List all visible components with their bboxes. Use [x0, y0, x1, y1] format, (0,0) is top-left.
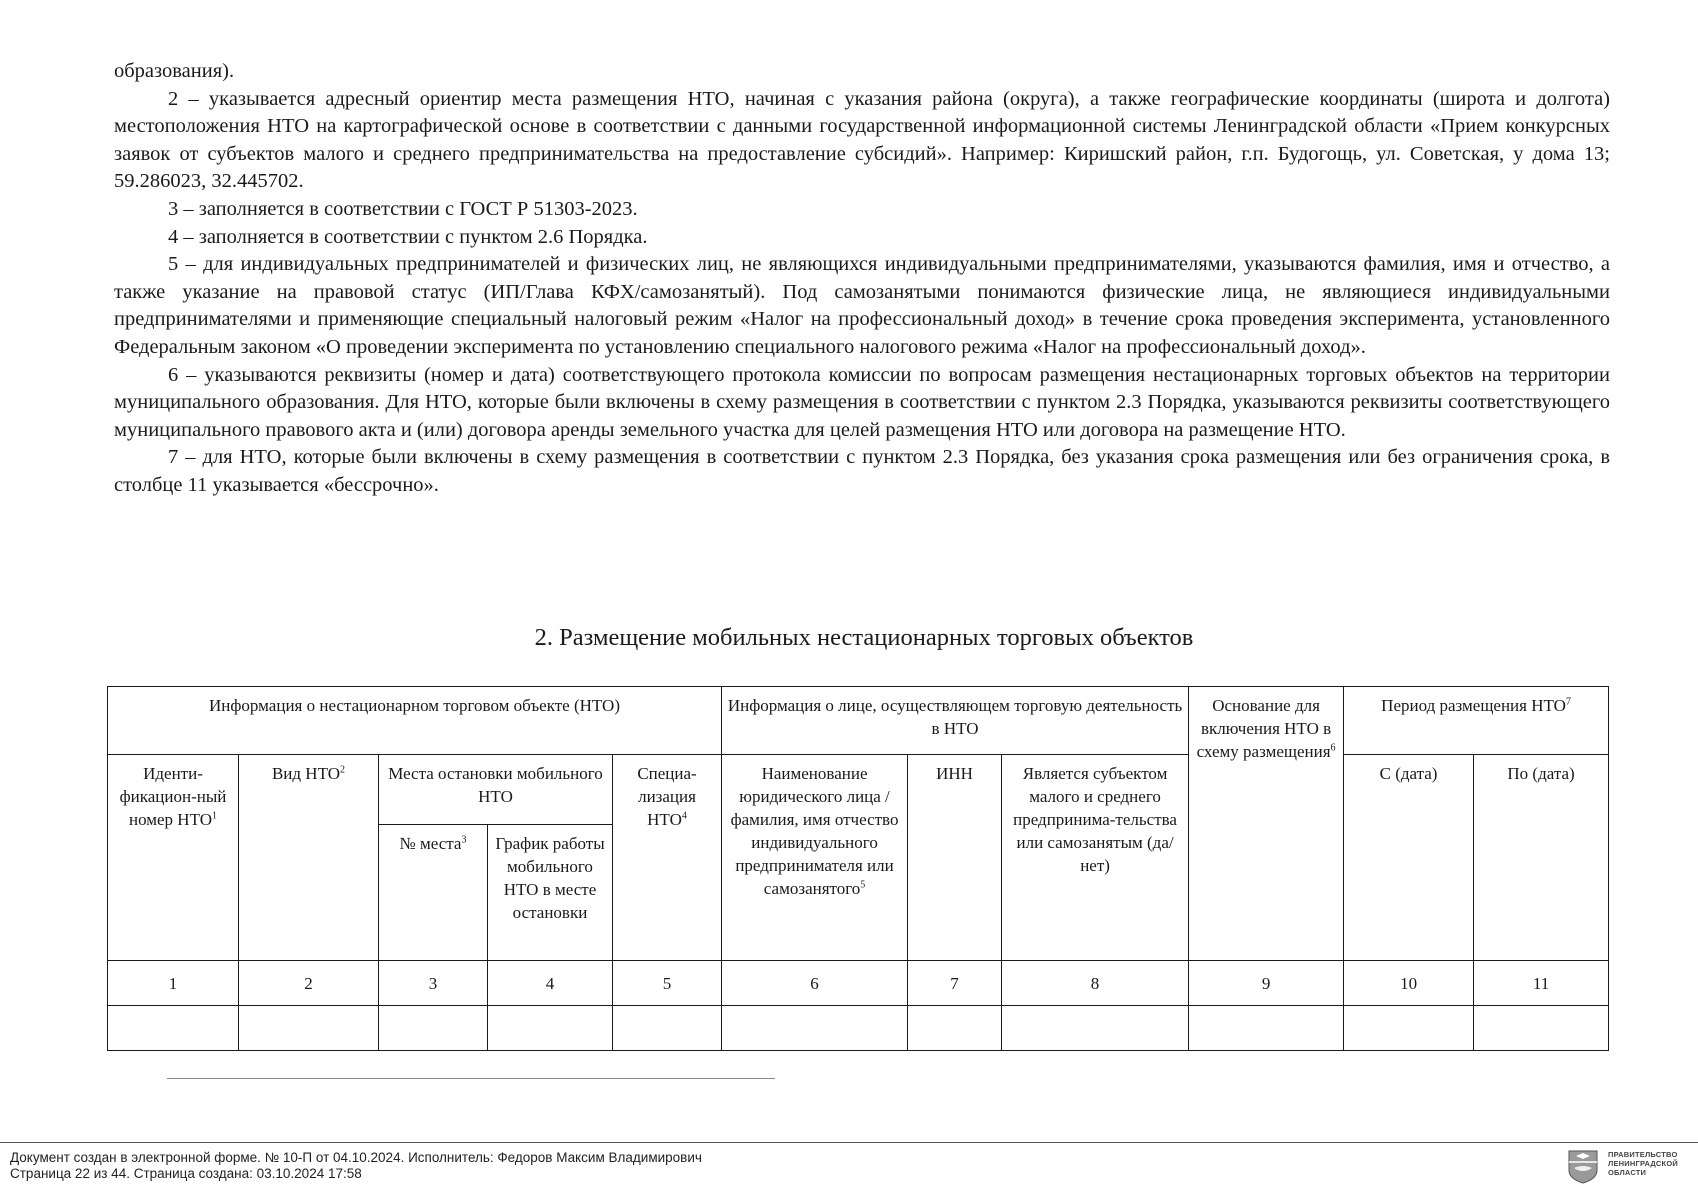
table-group-header-row	[108, 687, 1609, 755]
header-place-number: № места$^3$	[379, 825, 488, 961]
logo-caption: ПРАВИТЕЛЬСТВО ЛЕНИНГРАДСКОЙ ОБЛАСТИ	[1608, 1150, 1678, 1177]
section-title: 2. Размещение мобильных нестационарных торговых объектов	[534, 624, 1194, 651]
column-number: 4	[488, 961, 613, 1006]
footer-page-info: Страница 22 из 44. Страница создана: 03.10.2024 17:58	[10, 1166, 362, 1181]
header-nto-kind: Вид НТО$^2$	[239, 755, 379, 961]
column-number: 11	[1474, 961, 1609, 1006]
header-period: Период размещения НТО$^7$	[1344, 687, 1609, 755]
column-numbers-row	[108, 961, 1609, 1006]
footnote-5: 5 – для индивидуальных предпринимателей и физических лиц, не являющихся индивидуальными предпринимателями, указываются фамилия, имя и отчество, а также указание на правовой статус (ИП/Глава КФХ/самозанятый). Под самозанятыми понимаются физические лица, не являющиеся индивидуальными предпринимателями и применяющие специальный налоговый режим «Налог на профессиональный доход» в течение срока проведения эксперимента, установленного Федеральным законом «О проведении эксперимента по установлению специального налогового режима «Налог на профессиональный доход».	[114, 253, 1610, 358]
column-number: 9	[1189, 961, 1344, 1006]
header-specialization: Специа-лизация НТО$^4$	[613, 755, 722, 961]
government-logo	[1568, 1150, 1678, 1184]
footnote-4: 4 – заполняется в соответствии с пунктом 2.6 Порядка.	[168, 225, 648, 248]
column-number: 2	[239, 961, 379, 1006]
header-schedule: График работы мобильного НТО в месте остановки	[488, 825, 613, 961]
column-number: 8	[1002, 961, 1189, 1006]
coat-of-arms-icon	[1568, 1150, 1598, 1184]
footnote-6: 6 – указываются реквизиты (номер и дата) соответствующего протокола комиссии по вопросам размещения нестационарных торговых объектов на территории муниципального образования. Для НТО, которые были включены в схему размещения в соответствии с пунктом 2.3 Порядка, указываются реквизиты соответствующего муниципального правового акта и (или) договора аренды земельного участка для целей размещения НТО или договора на размещение НТО.	[114, 363, 1610, 441]
table-row	[108, 1006, 1609, 1051]
document-footer	[10, 1150, 702, 1182]
header-date-to: По (дата)	[1474, 755, 1609, 961]
header-sme-status: Является субъектом малого и среднего предпринима-тельства или самозанятым (да/нет)	[1002, 755, 1189, 961]
header-person-info: Информация о лице, осуществляющем торговую деятельность в НТО	[722, 687, 1189, 755]
table-cell	[1474, 1006, 1609, 1051]
footnote-continuation: образования).	[114, 60, 235, 82]
column-number: 7	[908, 961, 1002, 1006]
header-date-from: С (дата)	[1344, 755, 1474, 961]
column-number: 6	[722, 961, 908, 1006]
table-column-header-row	[108, 755, 1609, 825]
column-number: 5	[613, 961, 722, 1006]
footnote-3: 3 – заполняется в соответствии с ГОСТ Р 51303-2023.	[168, 197, 638, 220]
column-number: 3	[379, 961, 488, 1006]
column-number: 1	[108, 961, 239, 1006]
header-stops: Места остановки мобильного НТО	[379, 755, 613, 825]
footnote-7: 7 – для НТО, которые были включены в схему размещения в соответствии с пунктом 2.3 Порядка, без указания срока размещения или без ограничения срока, в столбце 11 указывается «бессрочно».	[114, 446, 1610, 496]
header-nto-info: Информация о нестационарном торговом объекте (НТО)	[108, 687, 722, 755]
table-cell	[1189, 1006, 1344, 1051]
mobile-nto-table	[107, 686, 1609, 1051]
footnotes-text	[114, 58, 1610, 500]
header-inn: ИНН	[908, 755, 1002, 961]
footer-divider	[0, 1142, 1698, 1143]
table-cell	[488, 1006, 613, 1051]
table-cell	[108, 1006, 239, 1051]
table-cell	[1344, 1006, 1474, 1051]
table-cell	[379, 1006, 488, 1051]
table-cell	[1002, 1006, 1189, 1051]
header-entity-name: Наименование юридического лица / фамилия, имя отчество индивидуального предпринимателя или самозанятого$^5$	[722, 755, 908, 961]
header-basis: Основание для включения НТО в схему размещения$^6$	[1189, 687, 1344, 961]
table-cell	[722, 1006, 908, 1051]
table-cell	[613, 1006, 722, 1051]
table-cell	[908, 1006, 1002, 1051]
table-cell	[239, 1006, 379, 1051]
column-number: 10	[1344, 961, 1474, 1006]
footer-document-info: Документ создан в электронной форме. № 10-П от 04.10.2024. Исполнитель: Федоров Максим Владимирович	[10, 1150, 702, 1165]
footnote-separator	[167, 1078, 775, 1079]
footnote-2: 2 – указывается адресный ориентир места размещения НТО, начиная с указания района (округа), а также географические координаты (широта и долгота) местоположения НТО на картографической основе в соответствии с данными государственной информационной системы Ленинградской области «Прием конкурсных заявок от субъектов малого и среднего предпринимательства на предоставление субсидий». Например: Киришский район, г.п. Будогощь, ул. Советская, у дома 13; 59.286023, 32.445702.	[114, 87, 1610, 193]
header-id-number: Иденти-фикацион-ный номер НТО$^1$	[108, 755, 239, 961]
